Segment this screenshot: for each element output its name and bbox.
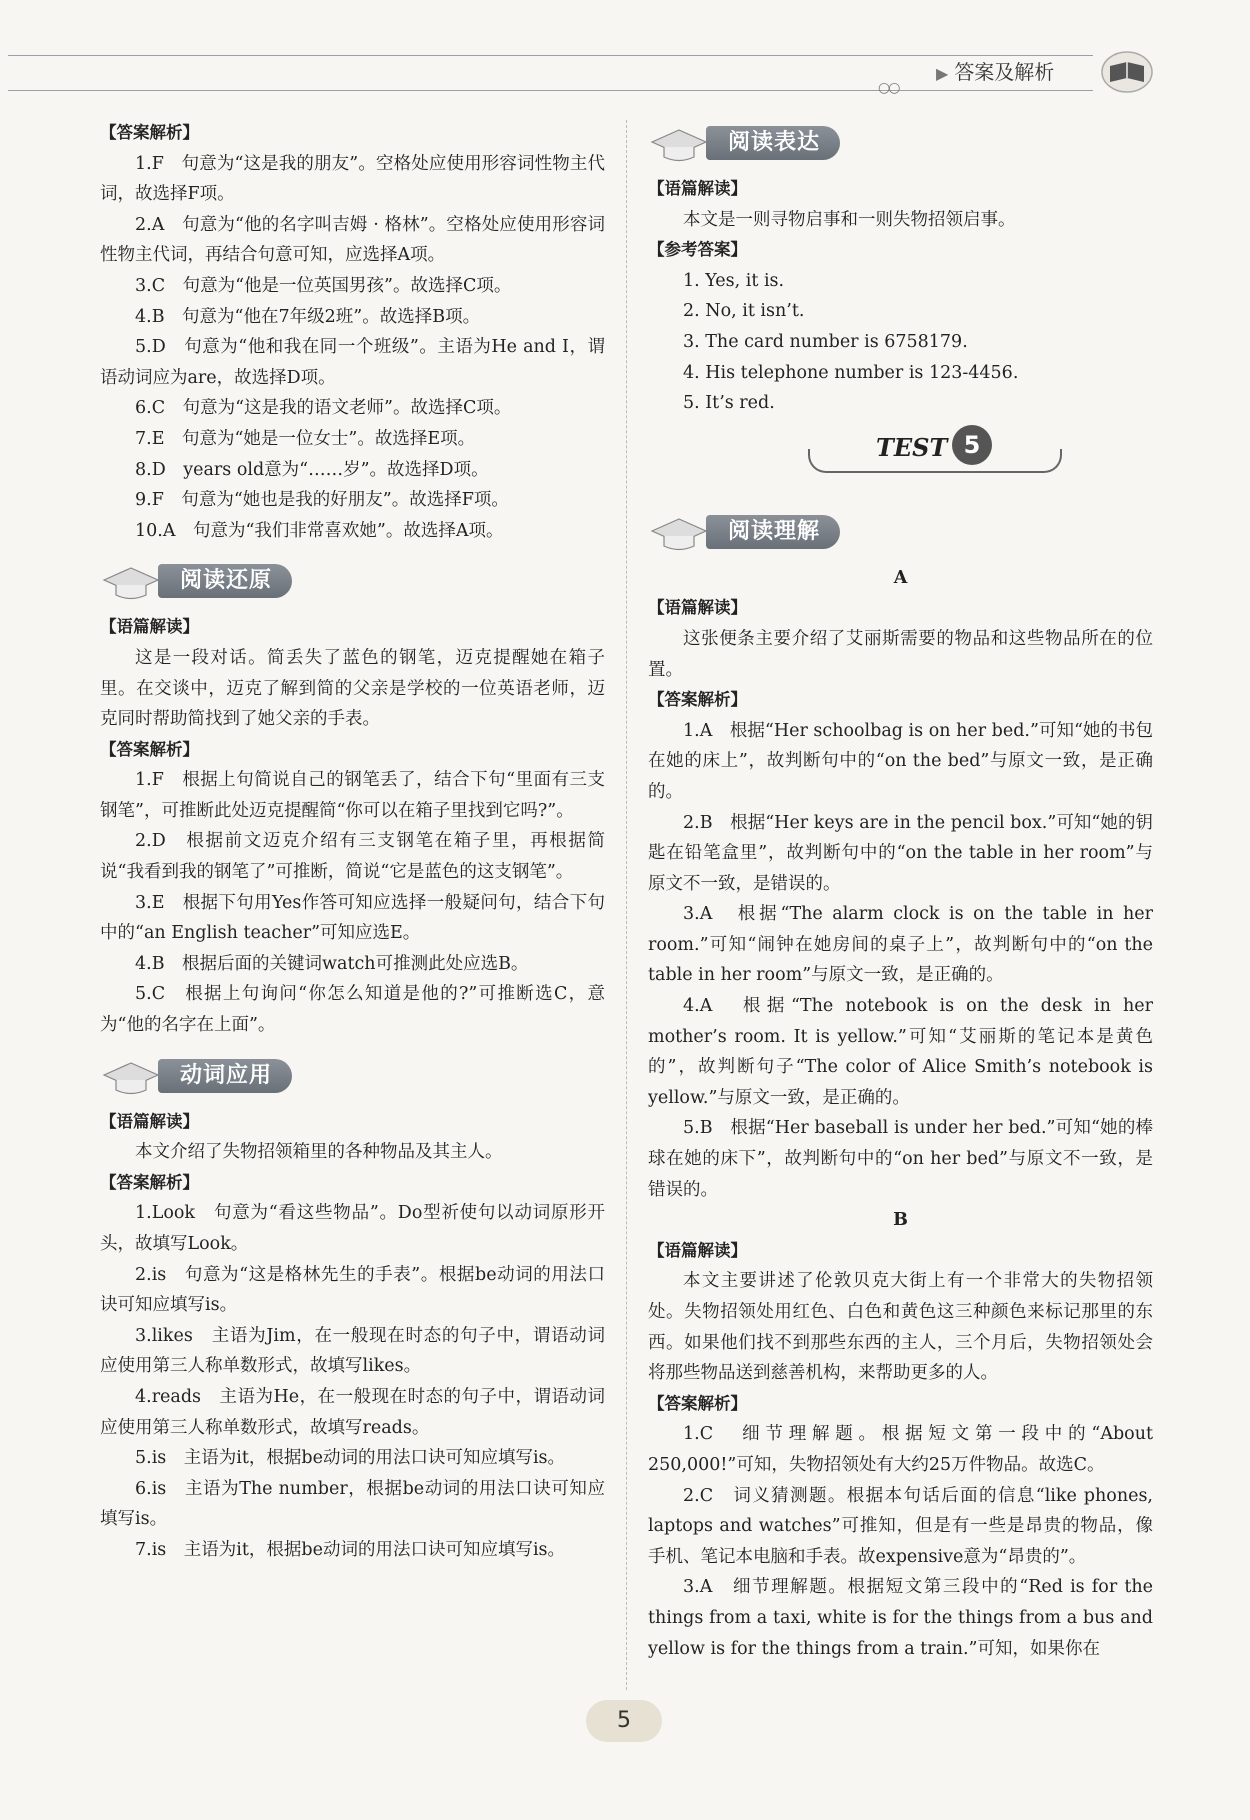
section-heading — [648, 118, 1153, 166]
answer-label: 【答案解析】 — [100, 739, 199, 759]
answer-item: 1.F 句意为“这是我的朋友”。空格处应使用形容词性物主代词，故选择F项。 — [100, 153, 605, 205]
answer-item: 1. Yes, it is. — [683, 270, 785, 291]
answer-item: 4.A 根据“The notebook is on the desk in her mother’s room. It is yellow.”可知“艾丽斯的笔记本是黄色的”，故判断句子“The color of Alice Smith’s notebook is yellow.”与原文一致，是正确的。 — [648, 996, 1153, 1108]
text-label: 【语篇解读】 — [648, 1240, 747, 1260]
page-number: 5 — [586, 1700, 662, 1742]
graduation-cap-icon — [100, 562, 162, 602]
answer-item: 4.reads 主语为He，在一般现在时态的句子中，谓语动词应使用第三人称单数形式，故填写reads。 — [100, 1386, 605, 1438]
text-label: 【语篇解读】 — [100, 617, 199, 637]
answer-item: 6.C 句意为“这是我的语文老师”。故选择C项。 — [135, 398, 512, 419]
answer-item: 5.C 根据上句询问“你怎么知道是他的?”可推断选C，意为“他的名字在上面”。 — [100, 984, 605, 1036]
answer-item: 10.A 句意为“我们非常喜欢她”。故选择A项。 — [135, 520, 504, 541]
answer-item: 6.is 主语为The number，根据be动词的用法口诀可知应填写is。 — [100, 1478, 605, 1530]
answer-item: 5. It’s red. — [683, 393, 775, 414]
left-column — [100, 118, 605, 1566]
answer-label: 【答案解析】 — [648, 1393, 747, 1413]
section-heading — [100, 556, 605, 604]
text-summary: 本文介绍了失物招领箱里的各种物品及其主人。 — [135, 1142, 503, 1163]
answer-item: 5.B 根据“Her baseball is under her bed.”可知“她的棒球在她的床下”，故判断句中的“on her bed”与原文不一致，是错误的。 — [648, 1118, 1153, 1200]
section-tag-text: 答案及解析 — [954, 60, 1055, 84]
answer-item: 2.B 根据“Her keys are in the pencil box.”可知“她的钥匙在铅笔盒里”，故判断句中的“on the table in her room”与原文不一致，是错误的。 — [648, 812, 1153, 894]
answer-item: 4.B 根据后面的关键词watch可推测此处应选B。 — [135, 953, 529, 974]
answer-item: 5.is 主语为it，根据be动词的用法口诀可知应填写is。 — [135, 1448, 566, 1469]
answer-item: 1.A 根据“Her schoolbag is on her bed.”可知“她的书包在她的床上”，故判断句中的“on the bed”与原文一致，是正确的。 — [648, 720, 1153, 802]
section-title: 阅读理解 — [706, 515, 840, 549]
right-column — [648, 118, 1153, 1664]
answer-item: 3.E 根据下句用Yes作答可知应选择一般疑问句，结合下句中的“an English teacher”可知应选E。 — [100, 892, 605, 944]
book-logo-icon — [1100, 50, 1154, 94]
answer-item: 3. The card number is 6758179. — [683, 331, 968, 352]
answer-item: 4.B 句意为“他在7年级2班”。故选择B项。 — [135, 306, 481, 327]
part-heading: A — [893, 567, 908, 588]
text-summary: 本文是一则寻物启事和一则失物招领启事。 — [683, 209, 1016, 230]
text-label: 【语篇解读】 — [648, 598, 747, 618]
answer-item: 4. His telephone number is 123-4456. — [683, 362, 1019, 383]
column-divider — [626, 120, 627, 1690]
text-label: 【语篇解读】 — [100, 1111, 199, 1131]
answer-label: 【答案解析】 — [100, 123, 199, 142]
answer-item: 3.likes 主语为Jim，在一般现在时态的句子中，谓语动词应使用第三人称单数形式，故填写likes。 — [100, 1325, 605, 1377]
text-summary: 这张便条主要介绍了艾丽斯需要的物品和这些物品所在的位置。 — [648, 628, 1153, 680]
answer-item: 1.F 根据上句简说自己的钢笔丢了，结合下句“里面有三支钢笔”，可推断此处迈克提醒简“你可以在箱子里找到它吗?”。 — [100, 770, 605, 821]
answer-item: 9.F 句意为“她也是我的好朋友”。故选择F项。 — [135, 490, 509, 511]
answer-label: 【答案解析】 — [100, 1172, 199, 1192]
test-heading — [648, 425, 1153, 495]
section-title: 阅读表达 — [706, 126, 840, 160]
part-heading: B — [893, 1210, 908, 1231]
section-title: 动词应用 — [158, 1059, 292, 1093]
section-heading — [648, 507, 1153, 555]
text-summary: 这是一段对话。简丢失了蓝色的钢笔，迈克提醒她在箱子里。在交谈中，迈克了解到简的父亲是学校的一位英语老师，迈克同时帮助简找到了她父亲的手表。 — [100, 647, 605, 730]
section-tag — [930, 58, 1066, 86]
answer-item: 2. No, it isn’t. — [683, 301, 805, 322]
test-number: 5 — [952, 425, 992, 465]
answer-item: 1.C 细节理解题。根据短文第一段中的“About 250,000!”可知，失物招领处有大约25万件物品。故选C。 — [648, 1424, 1153, 1475]
answer-item: 8.D years old意为“……岁”。故选择D项。 — [135, 459, 489, 480]
answer-item: 7.is 主语为it，根据be动词的用法口诀可知应填写is。 — [135, 1539, 566, 1560]
text-summary: 本文主要讲述了伦敦贝克大街上有一个非常大的失物招领处。失物招领处用红色、白色和黄色这三种颜色来标记那里的东西。如果他们找不到那些东西的主人，三个月后，失物招领处会将那些物品送到慈善机构，来帮助更多的人。 — [648, 1271, 1153, 1384]
answer-label: 【参考答案】 — [648, 240, 747, 260]
section-heading — [100, 1051, 605, 1099]
answer-item: 2.A 句意为“他的名字叫吉姆 · 格林”。空格处应使用形容词性物主代词，再结合句意可知，应选择A项。 — [100, 214, 605, 266]
answer-item: 2.is 句意为“这是格林先生的手表”。根据be动词的用法口诀可知应填写is。 — [100, 1264, 605, 1316]
answer-label: 【答案解析】 — [648, 690, 747, 710]
graduation-cap-icon — [100, 1057, 162, 1097]
answer-item: 3.C 句意为“他是一位英国男孩”。故选择C项。 — [135, 275, 512, 296]
answer-item: 5.D 句意为“他和我在同一个班级”。主语为He and I，谓语动词应为are，故选择D项。 — [100, 337, 605, 388]
answer-item: 2.C 词义猜测题。根据本句话后面的信息“like phones, laptops and watches”可推知，但是有一些是昂贵的物品，像手机、笔记本电脑和手表。故expensive意为“昂贵的”。 — [648, 1485, 1153, 1567]
section-title: 阅读还原 — [158, 564, 292, 598]
answer-item: 2.D 根据前文迈克介绍有三支钢笔在箱子里，再根据简说“我看到我的钢笔了”可推断，简说“它是蓝色的这支钢笔”。 — [100, 831, 605, 883]
graduation-cap-icon — [648, 124, 710, 164]
graduation-cap-icon — [648, 513, 710, 553]
header-decoration: ○○ — [878, 80, 899, 96]
answer-item: 3.A 细节理解题。根据短文第三段中的“Red is for the things from a taxi, white is for the things from a bus and yellow is for the things from a train.”可知，如果你在 — [648, 1577, 1153, 1659]
answer-item: 1.Look 句意为“看这些物品”。Do型祈使句以动词原形开头，故填写Look。 — [100, 1203, 605, 1254]
answer-item: 7.E 句意为“她是一位女士”。故选择E项。 — [135, 428, 476, 449]
answer-item: 3.A 根据“The alarm clock is on the table in her room.”可知“闹钟在她房间的桌子上”，故判断句中的“on the table in her room”与原文一致，是正确的。 — [648, 904, 1153, 986]
text-label: 【语篇解读】 — [648, 179, 747, 198]
test-label: TEST — [870, 433, 953, 464]
arrow-icon: ▶ — [936, 64, 949, 83]
